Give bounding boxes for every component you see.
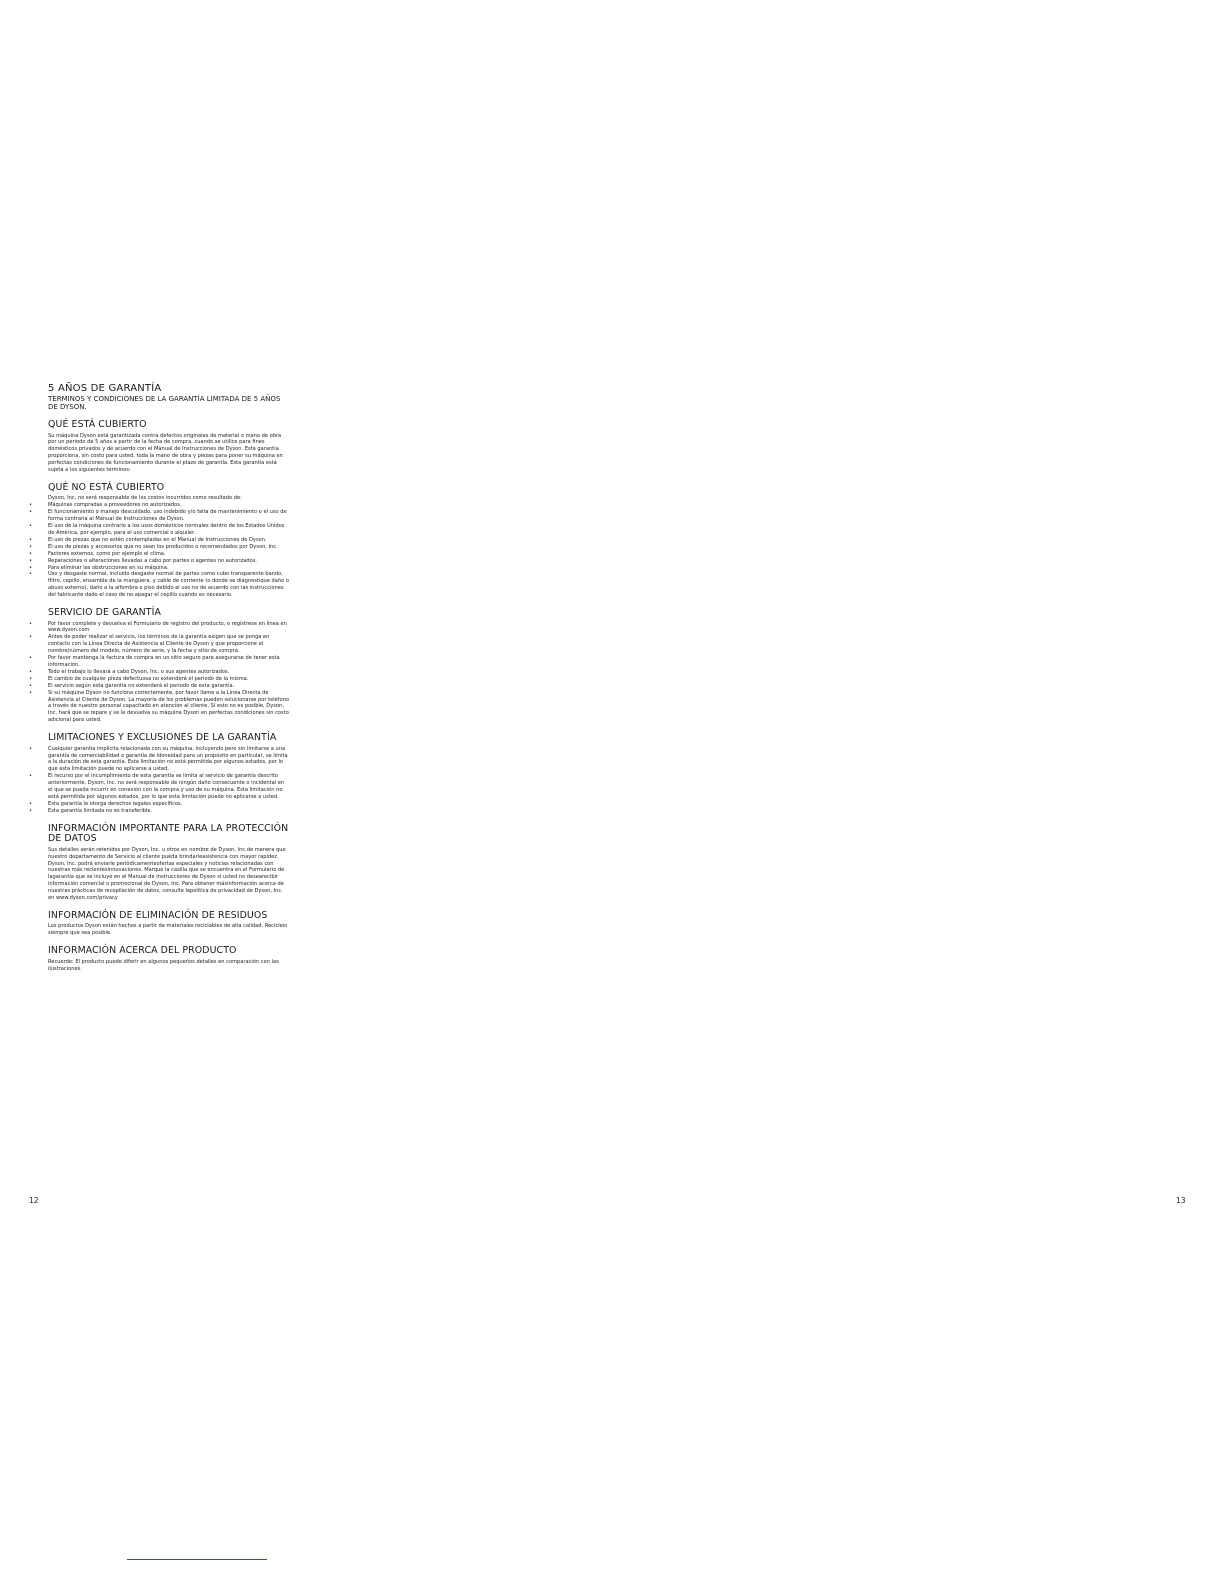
page-number-right: 13 bbox=[1176, 1196, 1186, 1205]
list-item: • Por favor complete y devuelva el Formulario de registro del producto, o regístrese en línea en www.dyson.com bbox=[29, 620, 287, 634]
list-item: • Uso y desgaste normal, incluido desgaste normal de partes como cubo transparente bando, filtro, cepillo, ensamble de la manguera, y cable de corriente (o donde se diagnostique daño o abuso externo), daño a la alfombra o piso debido al uso no de acuerdo con las instrucciones del fabricante dado el caso de no apagar el cepillo cuando es necesario. bbox=[29, 571, 289, 599]
section-heading-data-protection: INFORMACIÓN IMPORTANTE PARA LA PROTECCIÓN DE DATOS bbox=[48, 822, 289, 845]
bullet-icon: • bbox=[29, 745, 33, 752]
bullet-icon: • bbox=[29, 557, 33, 564]
list-item: • Para eliminar las obstrucciones en su máquina. bbox=[29, 564, 169, 571]
bullet-icon: • bbox=[29, 807, 33, 814]
bullet-icon: • bbox=[29, 550, 33, 557]
list-item: • Cualquier garantía implícita relacionada con su máquina, incluyendo pero sin limitarse a una garantía de comerciabilidad o garantía de idoneidad para un propósito en particular, se limita a la duración de esta garantía. Esta limitación no está permitida por algunos estados, por lo que esta limitación puede no aplicarse a usted. bbox=[29, 745, 288, 773]
list-item: • Esta garantía le otorga derechos legales específicos. bbox=[29, 800, 183, 807]
list-item: • El funcionamiento o manejo descuidado, uso indebido y/o falta de mantenimiento o el uso de forma contraria al Manual de Instrucciones de Dyson. bbox=[29, 509, 287, 523]
list-item: • El uso de la máquina contrario a los usos domésticos normales dentro de los Estados Unidos de América, por ejemplo, para el uso comercial o alquiler. bbox=[29, 523, 285, 536]
list-item: • Esta garantía limitada no es transferible. bbox=[29, 807, 153, 814]
bullet-icon: • bbox=[29, 773, 33, 780]
section-heading-limitations: LIMITACIONES Y EXCLUSIONES DE LA GARANTÍA bbox=[48, 732, 277, 744]
bullet-icon: • bbox=[29, 543, 33, 550]
warranty-column bbox=[29, 383, 290, 973]
list-item: • El recurso por el incumplimiento de esta garantía se limita al servicio de garantía descrito anteriormente. Dyson, Inc. no será responsable de ningún daño consecuente o incidental en el que se pueda incurrir en conexión con la compra y uso de su máquina. Esta limitación no está permitida por algunos estados, por lo que esta limitación puede no aplicarse a usted. bbox=[29, 773, 285, 800]
section-heading-disposal: INFORMACIÓN DE ELIMINACIÓN DE RESIDUOS bbox=[48, 909, 268, 921]
service-list bbox=[29, 620, 290, 725]
section-heading-not-covered: QUÉ NO ESTÁ CUBIERTO bbox=[48, 481, 165, 493]
section-heading-product-info: INFORMACIÓN ACERCA DEL PRODUCTO bbox=[48, 945, 237, 957]
bullet-icon: • bbox=[29, 536, 33, 543]
list-item: • Si su máquina Dyson no funciona correctamente, por favor llame a la Línea Directa de Asistencia al Cliente de Dyson. La mayoría de los problemas pueden solucionarse por teléfono a través de nuestro personal capacitado en atención al cliente. Si esto no es posible, Dyson, Inc. hará que se repare y se le devuelva su máquina Dyson en perfectas condiciones sin costo adicional para usted. bbox=[29, 689, 290, 724]
section-heading-service: SERVICIO DE GARANTÍA bbox=[48, 607, 161, 619]
page-number-left: 12 bbox=[29, 1196, 39, 1205]
list-item: • Por favor mantenga la factura de compra en un sitio seguro para asegurarse de tener esta información. bbox=[29, 655, 280, 668]
footer-rule bbox=[127, 1559, 267, 1560]
list-item: • El servicio según esta garantía no extenderá el periodo de esta garantía. bbox=[29, 682, 235, 689]
bullet-icon: • bbox=[29, 634, 33, 641]
list-item: • Antes de poder realizar el servicio, los términos de la garantía exigen que se ponga en contacto con la Línea Directa de Asistencia al Cliente de Dyson y que proporcione el nombre/número del modelo, número de serie, y la fecha y sitio de compra. bbox=[29, 634, 270, 655]
warranty-subtitle: TERMINOS Y CONDICIONES DE LA GARANTÍA LIMITADA DE 5 AÑOS DE DYSON. bbox=[48, 395, 281, 411]
bullet-icon: • bbox=[29, 675, 33, 682]
bullet-icon: • bbox=[29, 800, 33, 807]
disposal-body: Los productos Dyson están hechos a partir de materiales reciclables de alta calidad. Recíclelo siempre que sea posible. bbox=[48, 923, 288, 937]
list-item: • El uso de piezas y accesorios que no sean los producidos o recomendados por Dyson, Inc. bbox=[29, 543, 278, 550]
section-heading-covered: QUÉ ESTÁ CUBIERTO bbox=[48, 419, 147, 430]
bullet-icon: • bbox=[29, 682, 33, 689]
bullet-icon: • bbox=[29, 571, 33, 578]
bullet-icon: • bbox=[29, 668, 33, 675]
bullet-icon: • bbox=[29, 502, 33, 509]
product-info-body: Recuerde: El producto puede diferir en algunos pequeños detalles en comparación con las ilustraciones. bbox=[48, 958, 279, 972]
list-item: • Máquinas compradas a proveedores no autorizados. bbox=[29, 502, 182, 509]
list-item: • El cambio de cualquier pieza defectuosa no extenderá el periodo de la misma. bbox=[29, 675, 249, 682]
data-protection-body: Sus detalles serán retenidos por Dyson, Inc. u otros en nombre de Dyson, Inc.de manera que nuestro departamento de Servicio al cliente pueda brindarleasistencia con mayor rapidez. Dyson, Inc. podrá enviarle periódicamenteofertas especiales y noticias relacionadas con nuestras más recientesinnovaciones. Marque la casilla que se encuentra en el Formulario de lagarantía que se incluye en el Manual de Instrucciones de Dyson si usted no desearecibir información comercial o promocional de Dyson, Inc. Para obtener másinformación acerca de nuestras prácticas de recopilación de datos, consulte lapolítica de privacidad de Dyson, Inc. en www.dyson.com/privacy bbox=[48, 846, 286, 902]
list-item: • Todo el trabajo lo llevará a cabo Dyson, Inc. o sus agentes autorizados. bbox=[29, 668, 230, 675]
bullet-icon: • bbox=[29, 509, 33, 516]
bullet-icon: • bbox=[29, 620, 33, 627]
bullet-icon: • bbox=[29, 523, 33, 530]
list-item: • Factores externos, como por ejemplo el clima. bbox=[29, 550, 166, 557]
not-covered-list bbox=[29, 502, 290, 599]
limitations-list bbox=[29, 745, 290, 815]
bullet-icon: • bbox=[29, 564, 33, 571]
not-covered-intro: Dyson, Inc. no será responsable de los costos incurridos como resultado de: bbox=[48, 495, 242, 502]
list-item: • El uso de piezas que no estén contempladas en el Manual de Instrucciones de Dyson. bbox=[29, 536, 267, 543]
warranty-title: 5 AÑOS DE GARANTÍA bbox=[48, 383, 162, 394]
bullet-icon: • bbox=[29, 689, 33, 696]
list-item: • Reparaciones o alteraciones llevadas a cabo por partes o agentes no autorizados. bbox=[29, 557, 258, 564]
bullet-icon: • bbox=[29, 655, 33, 662]
covered-body: Su máquina Dyson está garantizada contra defectos originales de material o mano de obra por un periodo de 5 años a partir de la fecha de compra, cuando se utilice para fines domésticos privados y de acuerdo con el Manual de Instrucciones de Dyson. Esta garantía proporciona, sin costo para usted, toda la mano de obra y piezas para poner su máquina en perfectas condiciones de funcionamiento durante el plazo de garantía. Esta garantía está sujeta a los siguientes términos: bbox=[48, 432, 283, 474]
